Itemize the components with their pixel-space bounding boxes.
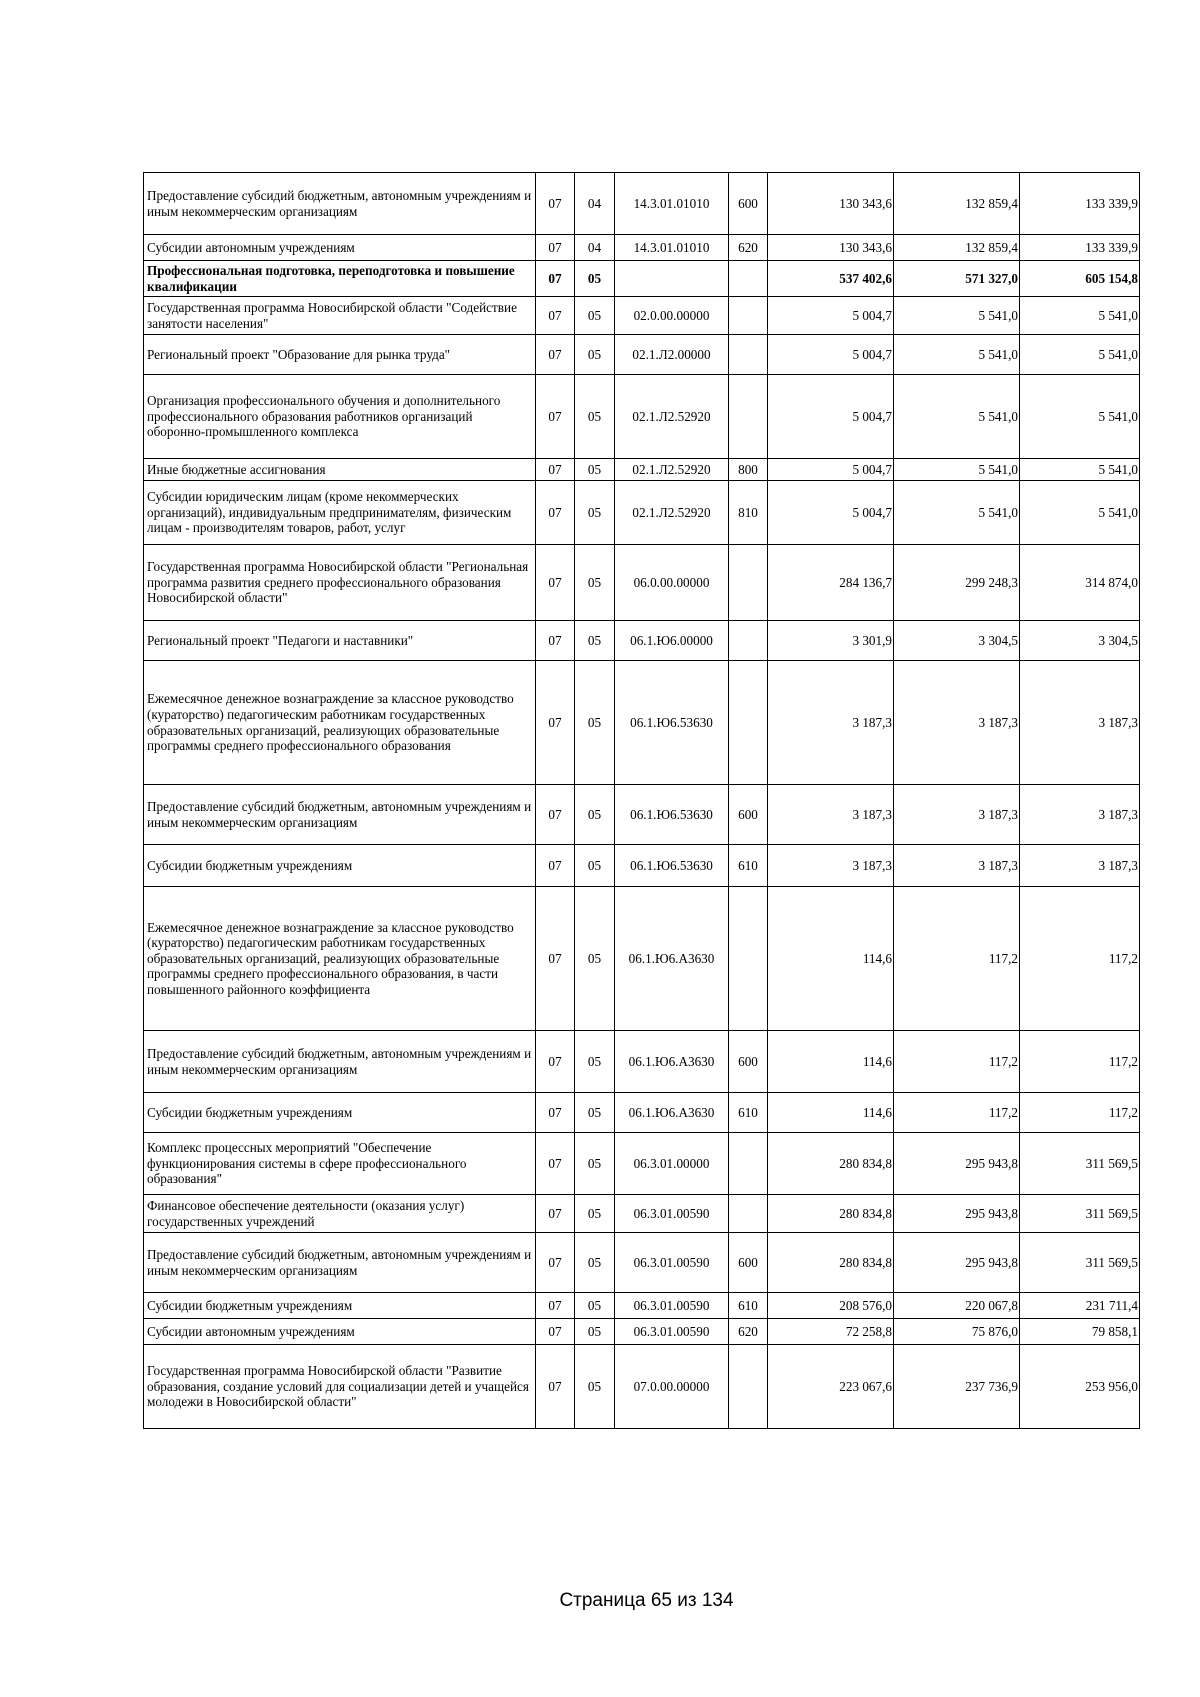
cell-subsection: 05	[575, 1293, 615, 1319]
table-row	[144, 173, 1140, 235]
cell-section: 07	[536, 261, 575, 297]
table-row	[144, 375, 1140, 459]
cell-section: 07	[536, 887, 575, 1031]
cell-amount-1: 5 004,7	[768, 335, 894, 375]
cell-amount-2: 295 943,8	[894, 1233, 1020, 1293]
cell-target-article: 07.0.00.00000	[615, 1345, 729, 1429]
cell-target-article: 02.1.Л2.52920	[615, 481, 729, 545]
cell-name: Предоставление субсидий бюджетным, автономным учреждениям и иным некоммерческим организациям	[144, 1233, 536, 1293]
cell-expense-type	[729, 887, 768, 1031]
cell-name: Государственная программа Новосибирской области "Региональная программа развития среднего профессионального образования Новосибирской области"	[144, 545, 536, 621]
cell-subsection: 05	[575, 297, 615, 335]
cell-section: 07	[536, 1345, 575, 1429]
cell-target-article: 06.3.01.00590	[615, 1293, 729, 1319]
cell-section: 07	[536, 1319, 575, 1345]
cell-amount-1: 280 834,8	[768, 1233, 894, 1293]
cell-section: 07	[536, 375, 575, 459]
cell-expense-type: 610	[729, 1093, 768, 1133]
cell-expense-type: 620	[729, 235, 768, 261]
table-row	[144, 1093, 1140, 1133]
cell-section: 07	[536, 481, 575, 545]
cell-expense-type	[729, 621, 768, 661]
cell-amount-3: 133 339,9	[1020, 235, 1140, 261]
cell-amount-1: 5 004,7	[768, 481, 894, 545]
table-row	[144, 1319, 1140, 1345]
cell-expense-type: 800	[729, 459, 768, 481]
cell-subsection: 04	[575, 173, 615, 235]
cell-expense-type: 600	[729, 173, 768, 235]
cell-section: 07	[536, 1093, 575, 1133]
cell-subsection: 05	[575, 1093, 615, 1133]
table-row	[144, 459, 1140, 481]
cell-subsection: 05	[575, 481, 615, 545]
table-row	[144, 1031, 1140, 1093]
cell-amount-2: 117,2	[894, 1093, 1020, 1133]
table-row	[144, 335, 1140, 375]
cell-target-article	[615, 261, 729, 297]
cell-subsection: 05	[575, 1133, 615, 1195]
cell-expense-type	[729, 545, 768, 621]
cell-expense-type: 610	[729, 1293, 768, 1319]
cell-section: 07	[536, 545, 575, 621]
cell-target-article: 06.3.01.00590	[615, 1195, 729, 1233]
cell-name: Финансовое обеспечение деятельности (оказания услуг) государственных учреждений	[144, 1195, 536, 1233]
table-row	[144, 1345, 1140, 1429]
cell-amount-1: 3 187,3	[768, 845, 894, 887]
cell-section: 07	[536, 335, 575, 375]
cell-subsection: 05	[575, 1195, 615, 1233]
cell-target-article: 02.0.00.00000	[615, 297, 729, 335]
cell-amount-1: 3 187,3	[768, 785, 894, 845]
cell-amount-2: 5 541,0	[894, 481, 1020, 545]
cell-target-article: 06.1.Ю6.А3630	[615, 887, 729, 1031]
cell-amount-2: 75 876,0	[894, 1319, 1020, 1345]
cell-amount-2: 3 187,3	[894, 785, 1020, 845]
cell-expense-type: 620	[729, 1319, 768, 1345]
cell-target-article: 06.1.Ю6.53630	[615, 661, 729, 785]
cell-name: Субсидии бюджетным учреждениям	[144, 845, 536, 887]
cell-target-article: 02.1.Л2.52920	[615, 375, 729, 459]
cell-amount-1: 114,6	[768, 1093, 894, 1133]
table-row	[144, 297, 1140, 335]
cell-amount-3: 231 711,4	[1020, 1293, 1140, 1319]
cell-section: 07	[536, 459, 575, 481]
cell-section: 07	[536, 1233, 575, 1293]
cell-amount-1: 5 004,7	[768, 297, 894, 335]
cell-amount-3: 3 187,3	[1020, 845, 1140, 887]
cell-amount-2: 220 067,8	[894, 1293, 1020, 1319]
cell-expense-type	[729, 297, 768, 335]
cell-amount-2: 5 541,0	[894, 459, 1020, 481]
cell-name: Организация профессионального обучения и дополнительного профессионального образования работников организаций оборонно-промышленного комплекса	[144, 375, 536, 459]
table-row	[144, 545, 1140, 621]
cell-amount-3: 117,2	[1020, 1093, 1140, 1133]
cell-amount-3: 5 541,0	[1020, 335, 1140, 375]
cell-subsection: 05	[575, 1031, 615, 1093]
cell-name: Предоставление субсидий бюджетным, автономным учреждениям и иным некоммерческим организациям	[144, 173, 536, 235]
cell-name: Государственная программа Новосибирской области "Развитие образования, создание условий для социализации детей и учащейся молодежи в Новосибирской области"	[144, 1345, 536, 1429]
cell-amount-3: 314 874,0	[1020, 545, 1140, 621]
table-row	[144, 661, 1140, 785]
cell-expense-type	[729, 1133, 768, 1195]
cell-name: Профессиональная подготовка, переподготовка и повышение квалификации	[144, 261, 536, 297]
cell-subsection: 05	[575, 1345, 615, 1429]
cell-amount-1: 72 258,8	[768, 1319, 894, 1345]
cell-subsection: 05	[575, 621, 615, 661]
cell-section: 07	[536, 235, 575, 261]
cell-subsection: 05	[575, 785, 615, 845]
cell-amount-3: 311 569,5	[1020, 1233, 1140, 1293]
cell-amount-1: 284 136,7	[768, 545, 894, 621]
cell-amount-3: 3 304,5	[1020, 621, 1140, 661]
budget-table	[143, 172, 1140, 1429]
budget-table-body	[144, 173, 1140, 1429]
cell-expense-type: 600	[729, 1031, 768, 1093]
cell-amount-2: 295 943,8	[894, 1195, 1020, 1233]
cell-amount-2: 5 541,0	[894, 297, 1020, 335]
cell-name: Предоставление субсидий бюджетным, автономным учреждениям и иным некоммерческим организациям	[144, 785, 536, 845]
cell-target-article: 06.3.01.00590	[615, 1319, 729, 1345]
table-row	[144, 1133, 1140, 1195]
cell-target-article: 02.1.Л2.00000	[615, 335, 729, 375]
cell-amount-2: 117,2	[894, 887, 1020, 1031]
cell-target-article: 06.1.Ю6.53630	[615, 785, 729, 845]
cell-amount-1: 223 067,6	[768, 1345, 894, 1429]
cell-amount-2: 299 248,3	[894, 545, 1020, 621]
cell-section: 07	[536, 173, 575, 235]
cell-target-article: 06.3.01.00000	[615, 1133, 729, 1195]
cell-amount-1: 3 187,3	[768, 661, 894, 785]
cell-amount-2: 295 943,8	[894, 1133, 1020, 1195]
cell-subsection: 05	[575, 261, 615, 297]
cell-name: Субсидии бюджетным учреждениям	[144, 1093, 536, 1133]
cell-subsection: 05	[575, 375, 615, 459]
cell-amount-2: 5 541,0	[894, 335, 1020, 375]
cell-amount-2: 237 736,9	[894, 1345, 1020, 1429]
cell-section: 07	[536, 1031, 575, 1093]
table-row	[144, 261, 1140, 297]
cell-name: Комплекс процессных мероприятий "Обеспечение функционирования системы в сфере профессионального образования"	[144, 1133, 536, 1195]
table-row	[144, 887, 1140, 1031]
cell-section: 07	[536, 1293, 575, 1319]
cell-amount-2: 132 859,4	[894, 173, 1020, 235]
cell-amount-1: 280 834,8	[768, 1133, 894, 1195]
cell-section: 07	[536, 845, 575, 887]
cell-name: Ежемесячное денежное вознаграждение за классное руководство (кураторство) педагогическим работникам государственных образовательных организаций, реализующих образовательные программы среднего профессионального образования, в части повышенного районного коэффициента	[144, 887, 536, 1031]
cell-amount-3: 5 541,0	[1020, 459, 1140, 481]
cell-amount-3: 311 569,5	[1020, 1133, 1140, 1195]
table-row	[144, 1293, 1140, 1319]
cell-target-article: 14.3.01.01010	[615, 235, 729, 261]
cell-expense-type	[729, 261, 768, 297]
table-row	[144, 621, 1140, 661]
cell-amount-1: 5 004,7	[768, 459, 894, 481]
cell-amount-1: 3 301,9	[768, 621, 894, 661]
cell-amount-2: 132 859,4	[894, 235, 1020, 261]
cell-target-article: 06.0.00.00000	[615, 545, 729, 621]
cell-name: Субсидии бюджетным учреждениям	[144, 1293, 536, 1319]
cell-section: 07	[536, 297, 575, 335]
cell-expense-type: 810	[729, 481, 768, 545]
cell-amount-3: 5 541,0	[1020, 481, 1140, 545]
cell-amount-3: 3 187,3	[1020, 661, 1140, 785]
table-row	[144, 785, 1140, 845]
cell-target-article: 06.3.01.00590	[615, 1233, 729, 1293]
cell-amount-3: 311 569,5	[1020, 1195, 1140, 1233]
cell-target-article: 02.1.Л2.52920	[615, 459, 729, 481]
table-row	[144, 235, 1140, 261]
cell-name: Региональный проект "Педагоги и наставники"	[144, 621, 536, 661]
cell-amount-2: 5 541,0	[894, 375, 1020, 459]
cell-amount-1: 130 343,6	[768, 235, 894, 261]
cell-expense-type: 610	[729, 845, 768, 887]
cell-section: 07	[536, 661, 575, 785]
cell-amount-3: 253 956,0	[1020, 1345, 1140, 1429]
cell-amount-2: 571 327,0	[894, 261, 1020, 297]
cell-section: 07	[536, 1133, 575, 1195]
cell-amount-3: 79 858,1	[1020, 1319, 1140, 1345]
cell-amount-1: 114,6	[768, 887, 894, 1031]
page-number: Страница 65 из 134	[559, 1590, 734, 1611]
cell-amount-1: 280 834,8	[768, 1195, 894, 1233]
cell-target-article: 06.1.Ю6.53630	[615, 845, 729, 887]
cell-name: Ежемесячное денежное вознаграждение за классное руководство (кураторство) педагогическим работникам государственных образовательных организаций, реализующих образовательные программы среднего профессионального образования	[144, 661, 536, 785]
cell-expense-type	[729, 1345, 768, 1429]
cell-section: 07	[536, 621, 575, 661]
cell-expense-type	[729, 375, 768, 459]
cell-amount-2: 117,2	[894, 1031, 1020, 1093]
cell-section: 07	[536, 1195, 575, 1233]
cell-amount-2: 3 187,3	[894, 845, 1020, 887]
cell-amount-1: 130 343,6	[768, 173, 894, 235]
cell-amount-1: 114,6	[768, 1031, 894, 1093]
table-row	[144, 845, 1140, 887]
cell-name: Субсидии автономным учреждениям	[144, 1319, 536, 1345]
cell-subsection: 05	[575, 1319, 615, 1345]
cell-name: Предоставление субсидий бюджетным, автономным учреждениям и иным некоммерческим организациям	[144, 1031, 536, 1093]
cell-name: Иные бюджетные ассигнования	[144, 459, 536, 481]
cell-amount-3: 5 541,0	[1020, 297, 1140, 335]
cell-name: Субсидии автономным учреждениям	[144, 235, 536, 261]
table-row	[144, 1233, 1140, 1293]
cell-subsection: 04	[575, 235, 615, 261]
cell-amount-1: 5 004,7	[768, 375, 894, 459]
cell-name: Государственная программа Новосибирской области "Содействие занятости населения"	[144, 297, 536, 335]
cell-section: 07	[536, 785, 575, 845]
cell-amount-3: 3 187,3	[1020, 785, 1140, 845]
cell-subsection: 05	[575, 1233, 615, 1293]
cell-amount-3: 117,2	[1020, 887, 1140, 1031]
cell-target-article: 14.3.01.01010	[615, 173, 729, 235]
cell-expense-type	[729, 1195, 768, 1233]
table-row	[144, 1195, 1140, 1233]
cell-subsection: 05	[575, 335, 615, 375]
cell-amount-1: 208 576,0	[768, 1293, 894, 1319]
cell-expense-type	[729, 335, 768, 375]
cell-amount-3: 605 154,8	[1020, 261, 1140, 297]
cell-name: Региональный проект "Образование для рынка труда"	[144, 335, 536, 375]
cell-amount-3: 5 541,0	[1020, 375, 1140, 459]
cell-expense-type	[729, 661, 768, 785]
cell-name: Субсидии юридическим лицам (кроме некоммерческих организаций), индивидуальным предпринимателям, физическим лицам - производителям товаров, работ, услуг	[144, 481, 536, 545]
cell-amount-2: 3 187,3	[894, 661, 1020, 785]
cell-amount-3: 133 339,9	[1020, 173, 1140, 235]
cell-subsection: 05	[575, 545, 615, 621]
cell-amount-1: 537 402,6	[768, 261, 894, 297]
cell-subsection: 05	[575, 459, 615, 481]
cell-expense-type: 600	[729, 1233, 768, 1293]
cell-amount-3: 117,2	[1020, 1031, 1140, 1093]
cell-subsection: 05	[575, 845, 615, 887]
cell-target-article: 06.1.Ю6.00000	[615, 621, 729, 661]
cell-amount-2: 3 304,5	[894, 621, 1020, 661]
cell-target-article: 06.1.Ю6.А3630	[615, 1031, 729, 1093]
cell-target-article: 06.1.Ю6.А3630	[615, 1093, 729, 1133]
table-row	[144, 481, 1140, 545]
cell-expense-type: 600	[729, 785, 768, 845]
cell-subsection: 05	[575, 887, 615, 1031]
cell-subsection: 05	[575, 661, 615, 785]
